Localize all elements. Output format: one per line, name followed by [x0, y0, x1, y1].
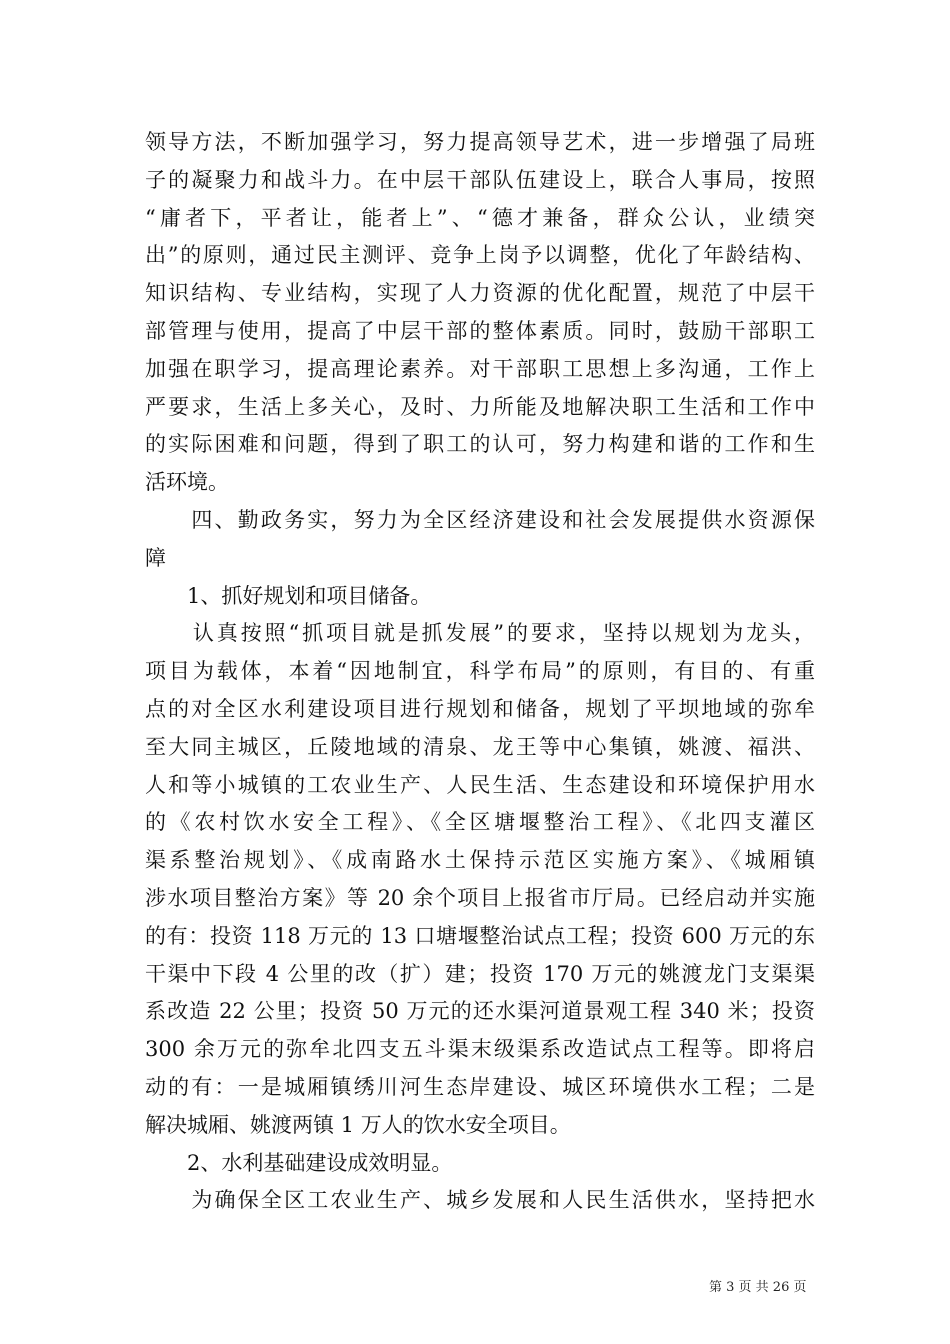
text-line: 加强在职学习，提高理论素养。对干部职工思想上多沟通，工作上 — [145, 356, 815, 381]
text-line: 至大同主城区，丘陵地域的清泉、龙王等中心集镇，姚渡、福洪、 — [145, 734, 815, 759]
text-line: 的《农村饮水安全工程》、《全区塘堰整治工程》、《北四支灌区 — [145, 810, 815, 835]
text-line: 系改造 22 公里；投资 50 万元的还水渠河道景观工程 340 米；投资 — [145, 999, 815, 1024]
text-line: 渠系整治规划》、《成南路水土保持示范区实施方案》、《城厢镇 — [145, 848, 815, 873]
text-line: 四、勤政务实，努力为全区经济建设和社会发展提供水资源保 — [145, 507, 815, 532]
text-line: 项目为载体，本着“因地制宜，科学布局”的原则，有目的、有重 — [145, 659, 815, 684]
text-line: 人和等小城镇的工农业生产、人民生活、生态建设和环境保护用水 — [145, 772, 815, 797]
text-line: 严要求，生活上多关心，及时、力所能及地解决职工生活和工作中 — [145, 394, 815, 419]
page-number-footer: 第 3 页 共 26 页 — [709, 1280, 807, 1295]
text-line: 动的有：一是城厢镇绣川河生态岸建设、城区环境供水工程；二是 — [145, 1074, 815, 1099]
text-line: 子的凝聚力和战斗力。在中层干部队伍建设上，联合人事局，按照 — [145, 167, 815, 192]
text-line: 的有：投资 118 万元的 13 口塘堰整治试点工程；投资 600 万元的东 — [145, 923, 815, 948]
text-line: 活环境。 — [145, 470, 229, 495]
text-line: 认真按照“抓项目就是抓发展”的要求，坚持以规划为龙头， — [145, 621, 815, 646]
text-line: 为确保全区工农业生产、城乡发展和人民生活供水，坚持把水 — [145, 1188, 815, 1213]
document-body — [145, 124, 815, 1220]
text-line: 300 余万元的弥牟北四支五斗渠末级渠系改造试点工程等。即将启 — [145, 1037, 815, 1062]
text-line: 干渠中下段 4 公里的改（扩）建；投资 170 万元的姚渡龙门支渠渠 — [145, 961, 815, 986]
text-line: 部管理与使用，提高了中层干部的整体素质。同时，鼓励干部职工 — [145, 318, 815, 343]
text-line: “庸者下，平者让，能者上”、“德才兼备，群众公认，业绩突 — [145, 205, 815, 230]
text-line: 解决城厢、姚渡两镇 1 万人的饮水安全项目。 — [145, 1112, 571, 1137]
text-line: 涉水项目整治方案》等 20 余个项目上报省市厅局。已经启动并实施 — [145, 885, 815, 910]
text-line: 出”的原则，通过民主测评、竞争上岗予以调整，优化了年龄结构、 — [145, 243, 815, 268]
text-line: 1、抓好规划和项目储备。 — [145, 583, 432, 608]
text-line: 2、水利基础建设成效明显。 — [145, 1150, 453, 1175]
text-line: 的实际困难和问题，得到了职工的认可，努力构建和谐的工作和生 — [145, 432, 815, 457]
text-line: 障 — [145, 545, 166, 570]
text-line: 知识结构、专业结构，实现了人力资源的优化配置，规范了中层干 — [145, 281, 815, 306]
text-line: 领导方法，不断加强学习，努力提高领导艺术，进一步增强了局班 — [145, 130, 815, 154]
text-line: 点的对全区水利建设项目进行规划和储备，规划了平坝地域的弥牟 — [145, 696, 815, 721]
